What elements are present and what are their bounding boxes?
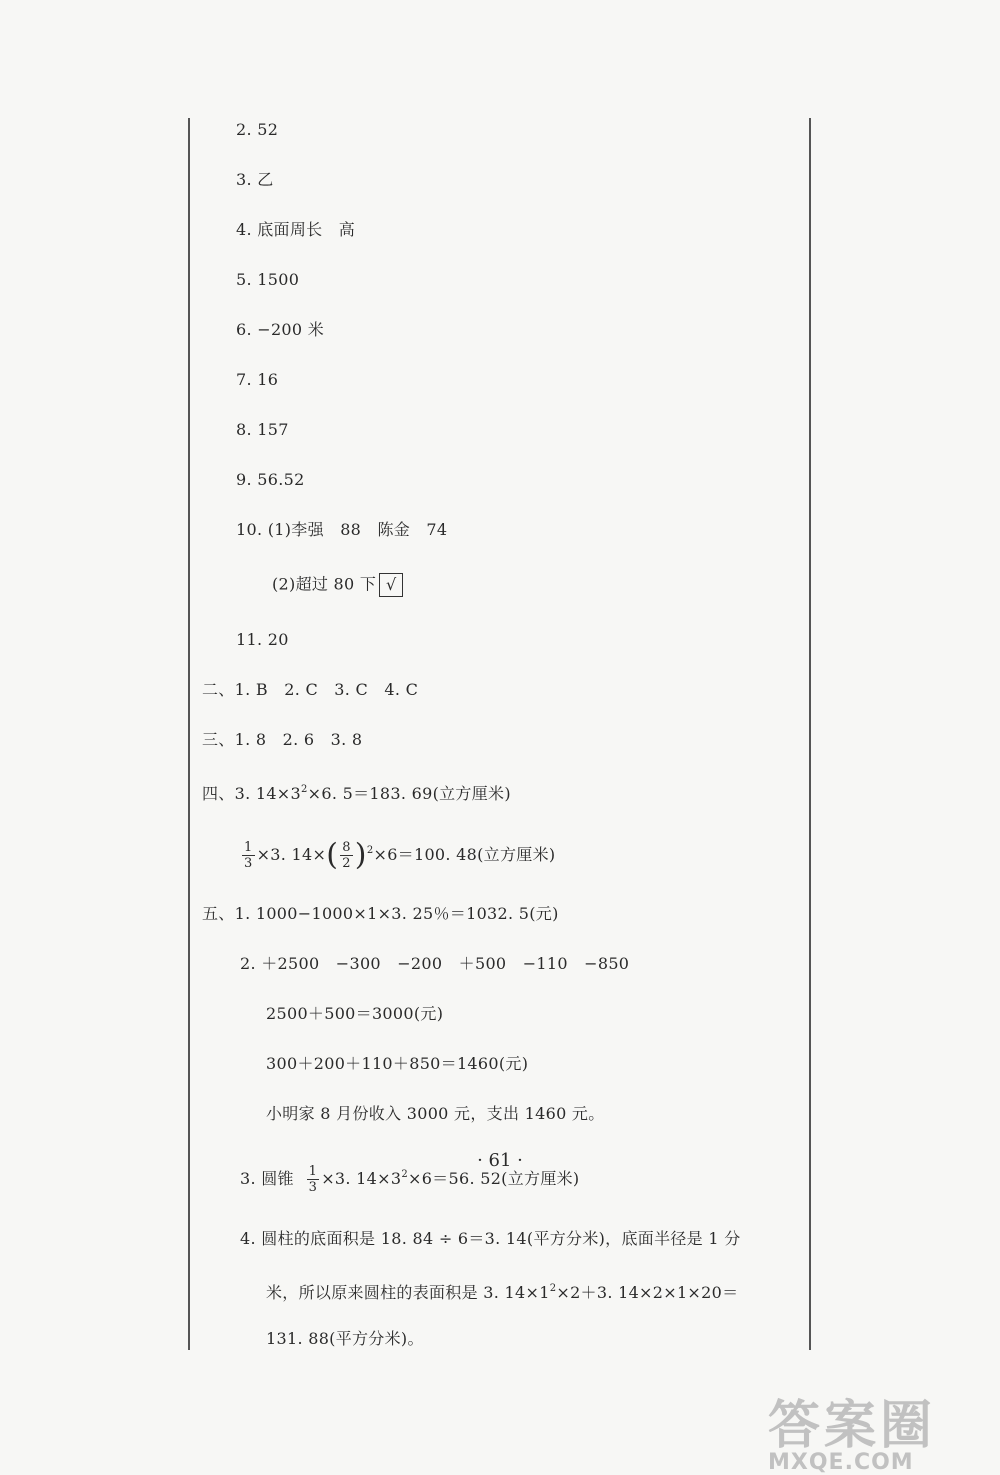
watermark-logo <box>768 1396 1000 1475</box>
checkmark-box: √ <box>379 573 403 597</box>
formula-part: 米，所以原来圆柱的表面积是 3. 14×1 <box>266 1283 550 1302</box>
formula-part: ×6. 5＝183. 69(立方厘米) <box>307 784 511 803</box>
answer-line <box>272 573 403 597</box>
exponent: 2 <box>301 784 308 795</box>
answer-line: 3. 乙 <box>236 170 274 189</box>
answer-line: 9. 56.52 <box>236 470 305 489</box>
formula-part: ×6＝100. 48(立方厘米) <box>373 845 556 864</box>
formula-part: ×2＋3. 14×2×1×20＝ <box>556 1283 739 1302</box>
answer-line: 131. 88(平方分米)。 <box>266 1329 424 1348</box>
answer-line: 10. (1)李强 88 陈金 74 <box>236 520 448 539</box>
fraction: $\frac{8}{2}$ <box>342 840 351 871</box>
page-number: · 61 · <box>477 1150 523 1171</box>
formula-part: ×3. 14× <box>256 845 327 864</box>
answer-line: 三、1. 8 2. 6 3. 8 <box>202 730 363 749</box>
fraction: $\frac{1}{3}$ <box>308 1164 318 1195</box>
exponent: 2 <box>549 1283 557 1294</box>
answer-line: $\frac{1}{3}$ ×3. 14×( $\frac{8}{2}$ )$^2$×6＝100. 48(立方厘米) <box>244 837 556 873</box>
answer-line: 300＋200＋110＋850＝1460(元) <box>266 1054 529 1073</box>
exponent: 2 <box>366 845 374 856</box>
exponent: 2 <box>401 1169 408 1180</box>
answer-line: 五、1. 1000−1000×1×3. 25％＝1032. 5(元) <box>202 904 559 923</box>
answer-line: 5. 1500 <box>236 270 300 289</box>
answer-line: 二、1. B 2. C 3. C 4. C <box>202 680 419 699</box>
answer-line: 2500＋500＝3000(元) <box>266 1004 444 1023</box>
answer-line <box>266 1278 738 1304</box>
formula-part: ×3. 14×3 <box>321 1169 402 1188</box>
answer-line: 2. ＋2500 −300 −200 ＋500 −110 −850 <box>240 954 630 973</box>
answer-line: 4. 底面周长 高 <box>236 220 356 239</box>
watermark-url: MXQE.COM <box>768 1450 914 1475</box>
watermark-text: 答案圈 <box>768 1396 937 1456</box>
formula-part: ×6＝56. 52(立方厘米) <box>408 1169 580 1188</box>
answer-line: 2. 52 <box>236 120 279 139</box>
answer-line <box>202 779 511 805</box>
answer-line: 8. 157 <box>236 420 289 439</box>
formula-part: 四、3. 14×3 <box>202 784 301 803</box>
formula-part: 3. 圆锥 <box>240 1169 294 1188</box>
answer-line: 4. 圆柱的底面积是 18. 84 ÷ 6＝3. 14(平方分米)，底面半径是 1 分 <box>240 1229 741 1248</box>
answer-line: 7. 16 <box>236 370 279 389</box>
answer-line: 11. 20 <box>236 630 289 649</box>
fraction: $\frac{1}{3}$ <box>244 840 253 871</box>
answer-line: 6. −200 米 <box>236 320 325 339</box>
answer-text: (2)超过 80 下 <box>272 574 377 594</box>
answer-line: 小明家 8 月份收入 3000 元，支出 1460 元。 <box>266 1104 605 1123</box>
